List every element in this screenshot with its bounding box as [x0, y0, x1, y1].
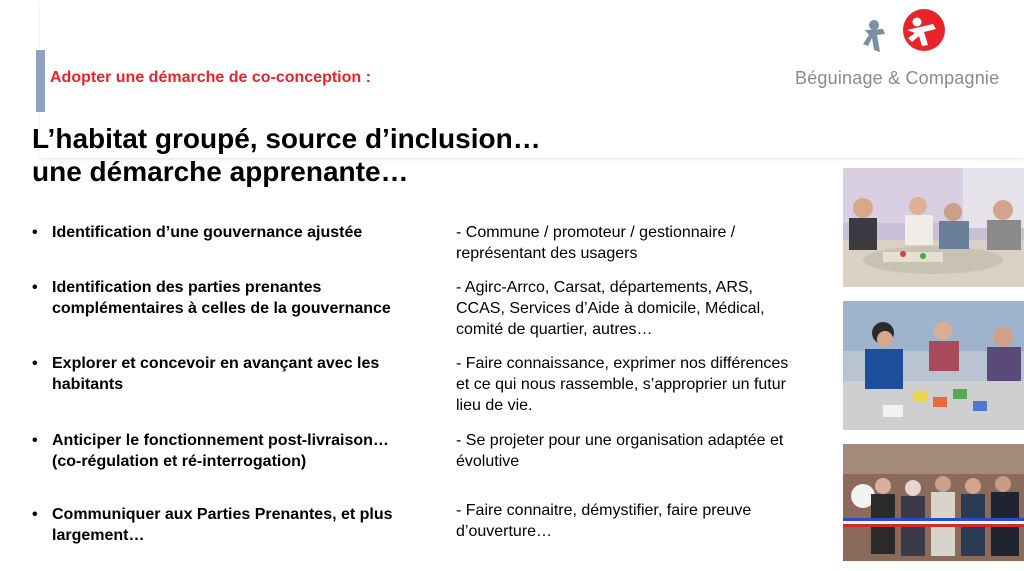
photo-discussion [843, 301, 1024, 430]
detail-text: - Faire connaitre, démystifier, faire preuve d’ouverture… [456, 502, 752, 540]
list-item [32, 353, 442, 395]
accent-bar [36, 50, 45, 112]
logo [795, 8, 1024, 93]
bullet-dot: • [32, 355, 38, 372]
list-item-text: Anticiper le fonctionnement post-livraison… (co-régulation et ré-interrogation) [52, 432, 389, 470]
detail-text: - Commune / promoteur / gestionnaire / représentant des usagers [456, 224, 736, 262]
list-item [32, 277, 442, 319]
photo-workshop [843, 168, 1024, 287]
title-line-1: L’habitat groupé, source d’inclusion… [32, 123, 541, 154]
logo-text: Béguinage & Compagnie [795, 68, 1000, 88]
section-subtitle: Adopter une démarche de co-conception : [50, 69, 371, 86]
list-item [32, 504, 442, 546]
list-item-text: Identification des parties prenantes complémentaires à celles de la gouvernance [52, 279, 391, 317]
detail-text: - Agirc-Arrco, Carsat, départements, ARS, CCAS, Services d’Aide à domicile, Médical, comité de quartier, autres… [456, 279, 765, 338]
group-discussion-photo-icon [843, 301, 1024, 430]
photo-ribbon-cutting [843, 444, 1024, 561]
list-item-text: Explorer et concevoir en avançant avec les habitants [52, 355, 380, 393]
title-line-2: une démarche apprenante… [32, 156, 409, 187]
page-title [32, 122, 541, 188]
list-item-text: Communiquer aux Parties Prenantes, et plus largement… [52, 506, 393, 544]
bullet-dot: • [32, 432, 38, 449]
list-item [32, 222, 442, 243]
list-item [32, 430, 442, 472]
bullet-dot: • [32, 506, 38, 523]
workshop-photo-icon [843, 168, 1024, 287]
detail-text: - Faire connaissance, exprimer nos différences et ce qui nous rassemble, s’approprier un futur lieu de vie. [456, 355, 789, 414]
bullet-dot: • [32, 224, 38, 241]
list-item-text: Identification d’une gouvernance ajustée [52, 224, 363, 241]
bullet-dot: • [32, 279, 38, 296]
detail-text: - Se projeter pour une organisation adaptée et évolutive [456, 432, 784, 470]
ribbon-cutting-photo-icon [843, 444, 1024, 561]
logo-icon [795, 8, 1024, 68]
